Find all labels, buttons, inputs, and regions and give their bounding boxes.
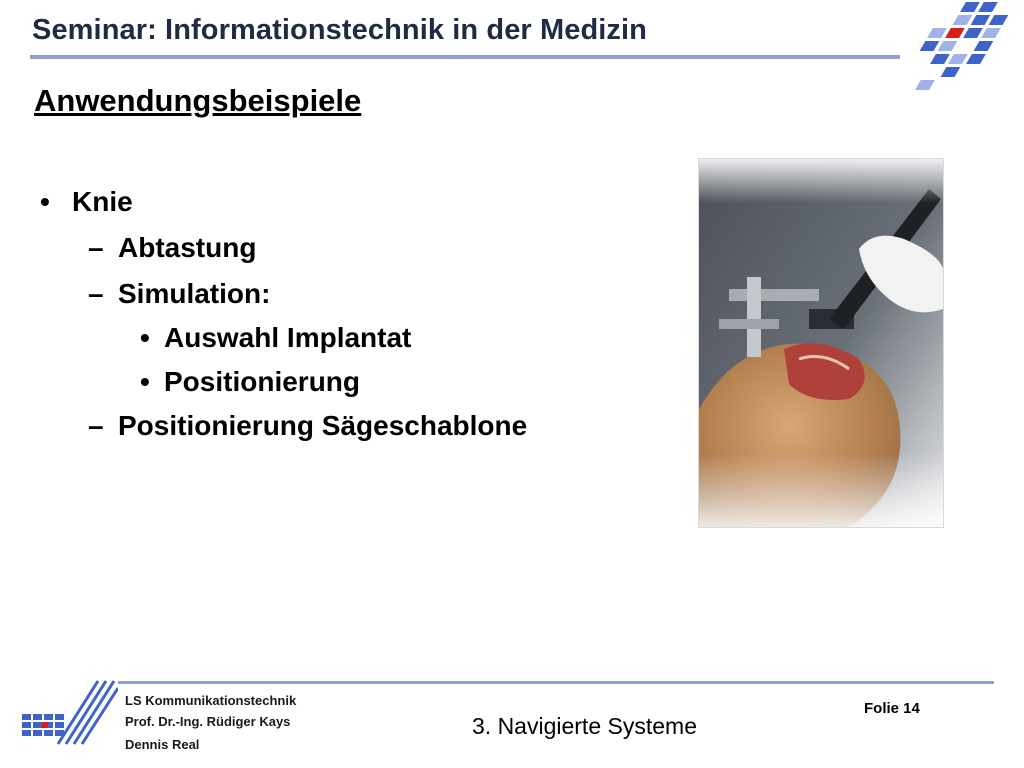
footer-section-title: 3. Navigierte Systeme <box>472 713 697 739</box>
bullet-marker: • <box>140 322 150 353</box>
bullet-text: Knie <box>72 186 133 217</box>
header-divider <box>30 55 900 59</box>
footer-org-line1: LS Kommunikationstechnik <box>125 693 297 708</box>
diamond-grid-logo-icon <box>905 0 1024 100</box>
bullet-marker: – <box>88 278 104 309</box>
slide-heading: Anwendungsbeispiele <box>34 83 362 118</box>
slide-number: Folie 14 <box>864 700 920 717</box>
bullet-marker: • <box>140 366 150 397</box>
header-title: Seminar: Informationstechnik in der Medizin <box>32 14 647 46</box>
footer-divider <box>118 681 994 684</box>
bullet-text: Positionierung Sägeschablone <box>118 410 528 441</box>
university-grid-logo-icon <box>18 676 118 746</box>
footer-organization <box>125 690 296 732</box>
footer-author: Dennis Real <box>125 737 200 752</box>
bullet-text: Simulation: <box>118 278 271 309</box>
knee-surgery-photo <box>698 158 944 528</box>
bullet-marker: • <box>40 186 50 217</box>
bullet-text: Positionierung <box>164 366 360 397</box>
bullet-marker: – <box>88 410 104 441</box>
bullet-text: Auswahl Implantat <box>164 322 412 353</box>
footer-org-line2: Prof. Dr.-Ing. Rüdiger Kays <box>125 714 291 729</box>
bullet-text: Abtastung <box>118 232 257 263</box>
bullet-marker: – <box>88 232 104 263</box>
